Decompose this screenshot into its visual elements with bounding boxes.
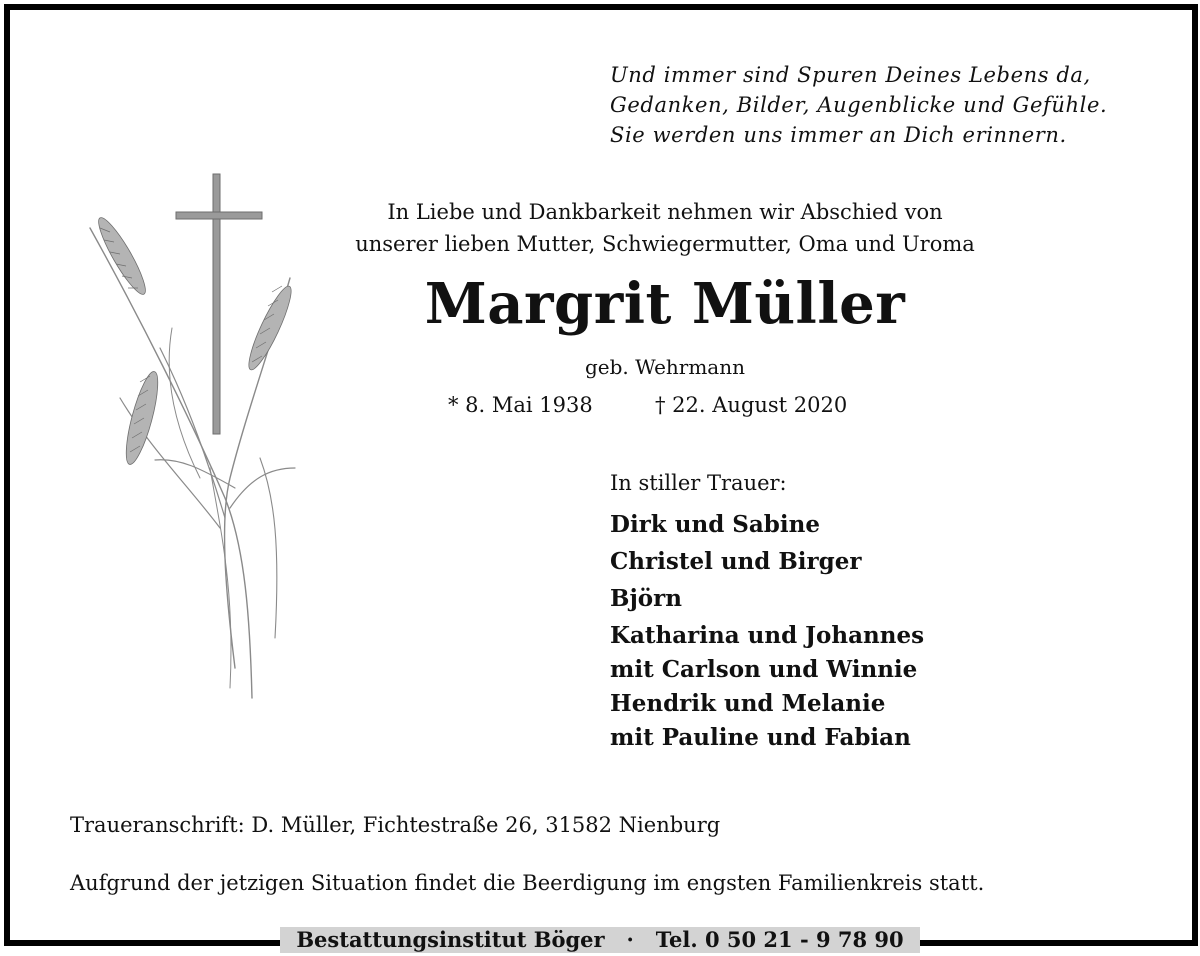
- mourning-address: Traueranschrift: D. Müller, Fichtestraße 26, 31582 Nienburg: [70, 813, 721, 837]
- mourners-list: [610, 508, 1010, 755]
- verse-line: Gedanken, Bilder, Augenblicke und Gefühle.: [610, 93, 1108, 117]
- list-item: [610, 508, 1010, 545]
- memorial-verse: [610, 60, 1170, 150]
- farewell-intro: [300, 196, 1030, 260]
- funeral-home-bar: [280, 927, 920, 953]
- list-item: [610, 687, 1010, 755]
- mourner-name: Katharina und Johannes: [610, 622, 925, 649]
- verse-line: Und immer sind Spuren Deines Lebens da,: [610, 63, 1091, 87]
- cross-with-wheat-icon: [60, 168, 320, 708]
- intro-line: In Liebe und Dankbarkeit nehmen wir Abschied von: [387, 200, 943, 224]
- mourner-children: mit Pauline und Fabian: [610, 724, 911, 751]
- mourner-name: Björn: [610, 585, 682, 612]
- funeral-home-name: Bestattungsinstitut Böger: [296, 927, 605, 952]
- list-item: [610, 619, 1010, 687]
- verse-line: Sie werden uns immer an Dich erinnern.: [610, 123, 1067, 147]
- separator-dot: ·: [626, 927, 634, 952]
- mourner-name: Hendrik und Melanie: [610, 690, 886, 717]
- list-item: [610, 582, 1010, 619]
- mourners-label: In stiller Trauer:: [610, 471, 787, 495]
- mourner-children: mit Carlson und Winnie: [610, 656, 918, 683]
- death-date: † 22. August 2020: [655, 393, 848, 417]
- intro-line: unserer lieben Mutter, Schwiegermutter, Oma und Uroma: [355, 232, 975, 256]
- mourner-name: Christel und Birger: [610, 548, 862, 575]
- funeral-home-phone: Tel. 0 50 21 - 9 78 90: [655, 927, 904, 952]
- mourner-name: Dirk und Sabine: [610, 511, 820, 538]
- list-item: [610, 545, 1010, 582]
- maiden-name: geb. Wehrmann: [584, 355, 745, 379]
- funeral-note: Aufgrund der jetzigen Situation findet die Beerdigung im engsten Familienkreis statt.: [70, 871, 985, 895]
- deceased-name: Margrit Müller: [424, 271, 906, 337]
- birth-date: * 8. Mai 1938: [448, 393, 593, 417]
